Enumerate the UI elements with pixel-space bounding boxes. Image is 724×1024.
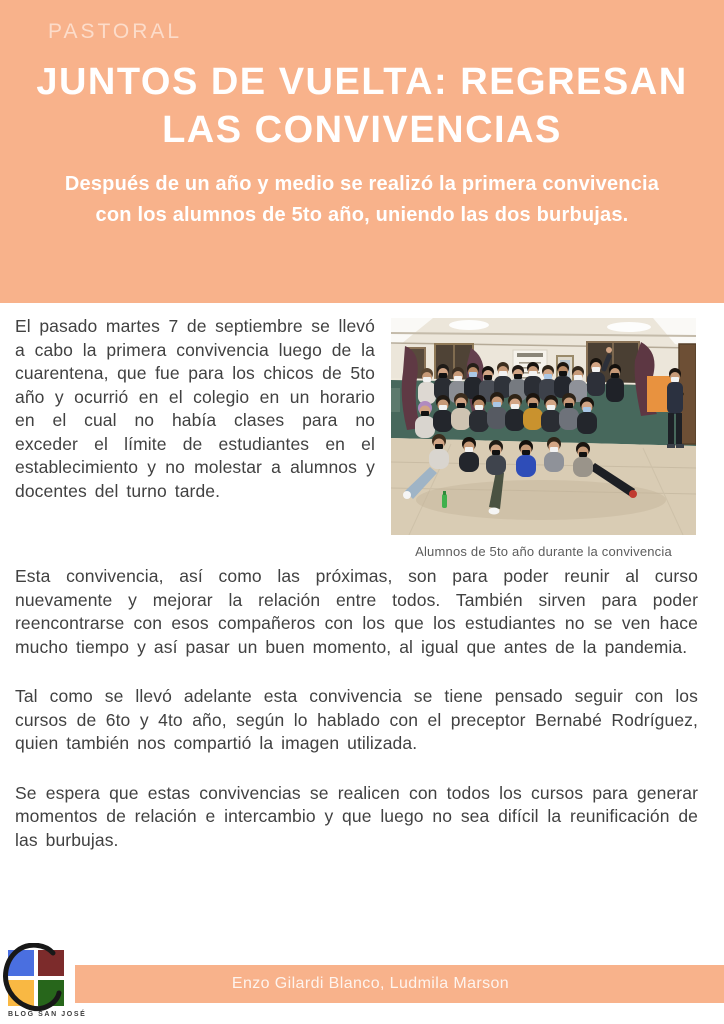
- article-body: [0, 303, 724, 852]
- author-bar: [75, 965, 724, 1003]
- article-title-line2: LAS CONVIVENCIAS: [162, 109, 562, 151]
- article-subtitle: [16, 169, 708, 231]
- photo-caption: Alumnos de 5to año durante la convivencia: [415, 544, 672, 559]
- paragraph-2: Esta convivencia, así como las próximas, son para poder reunir al curso nuevamente y mejorar la relación entre todos. También sirven para poder reencontrarse con esos compañeros con los que los estudiantes no se ven hace mucho tiempo y así pasar un buen momento, al igual que antes de la pandemia.: [15, 566, 698, 657]
- paragraph-4: Se espera que estas convivencias se realicen con todos los cursos para generar momentos de relación e intercambio y que luego no sea difícil la reunificación de las burbujas.: [15, 782, 698, 850]
- logo-text: BLOG SAN JOSÉ: [8, 1011, 87, 1018]
- paragraph-3: Tal como se llevó adelante esta convivencia se tiene pensado seguir con los cursos de 6to y 4to año, según lo hablado con el preceptor Bernabé Rodríguez, quien también nos compartió la imagen utilizada.: [15, 686, 698, 753]
- blog-logo: [8, 950, 87, 1018]
- article-title: [0, 58, 724, 154]
- section-kicker: PASTORAL: [48, 20, 183, 43]
- logo-squares: [8, 950, 64, 1006]
- header-banner: [0, 0, 724, 303]
- article-subtitle-line2: con los alumnos de 5to año, uniendo las dos burbujas.: [95, 204, 629, 226]
- article-title-line1: JUNTOS DE VUELTA: REGRESAN: [36, 61, 688, 103]
- convivencia-photo: [391, 318, 696, 535]
- article-subtitle-line1: Después de un año y medio se realizó la primera convivencia: [64, 173, 660, 195]
- author-names: Enzo Gilardi Blanco, Ludmila Marson: [231, 975, 510, 992]
- paragraph-1: El pasado martes 7 de septiembre se llevó a cabo la primera convivencia luego de la cuarentena, que fue para los chicos de 5to año y ocurrió en el colegio en un horario en el cual no había clases para no exceder el límite de estudiantes en el establecimiento y no molestar a alumnos y docentes del turno tarde.: [15, 316, 375, 501]
- photo-figure: [391, 318, 696, 559]
- logo-c-mark-icon: [1, 943, 71, 1015]
